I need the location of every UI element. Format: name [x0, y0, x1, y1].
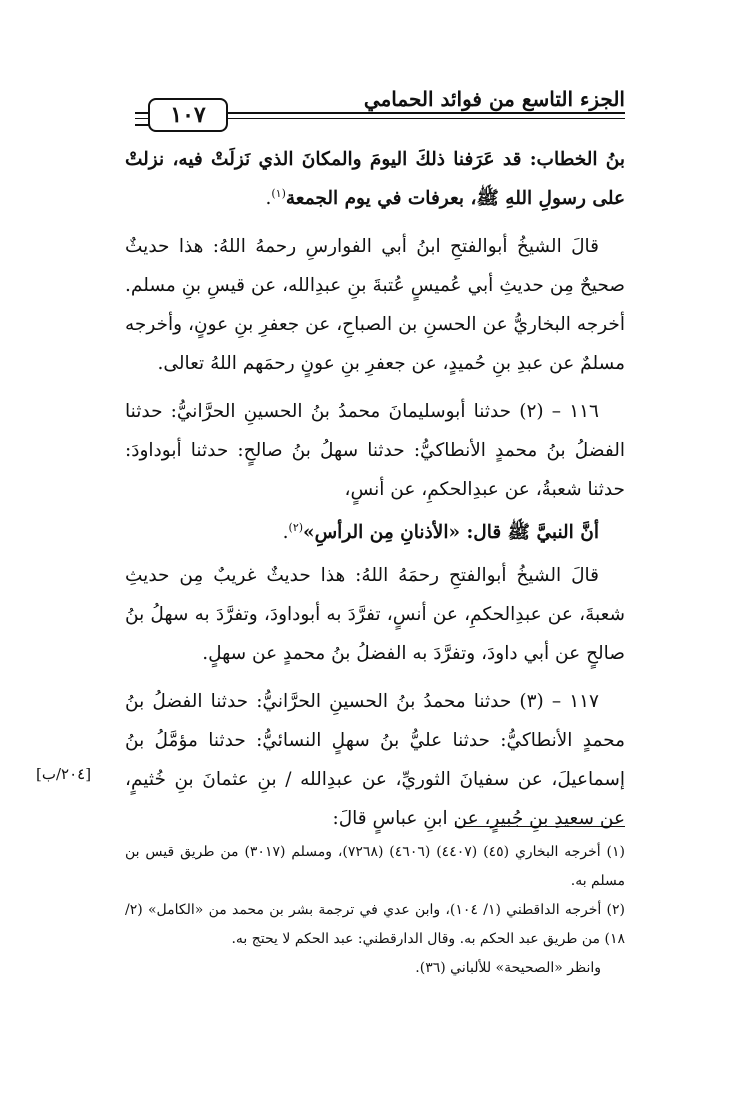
- paragraph-1-end: .: [265, 188, 272, 209]
- paragraph-1-text: بنُ الخطاب: قد عَرَفنا ذلكَ اليومَ والمكانَ الذي نَزلَتْ فيه، نزلتْ على رسولِ اللهِ ﷺ، بعرفات في يوم الجمعة: [125, 149, 625, 209]
- footnote-separator: [455, 826, 625, 827]
- footnote-ref-1[interactable]: (١): [271, 186, 286, 200]
- footnote-2: (٢) أخرجه الداقطني (١/ ١٠٤)، وابن عدي في ترجمة بشر بن محمد من «الكامل» (٢/ ١٨) من طريق عبد الحكم به. وقال الدارقطني: عبد الحكم لا يحتج به.: [125, 902, 626, 947]
- hadith-117-isnad: ١١٧ – (٣) حدثنا محمدُ بنُ الحسينِ الحرَّانيُّ: حدثنا الفضلُ بنُ محمدٍ الأنطاكيُّ: حدثنا عليُّ بنُ سهلٍ النسائيُّ: حدثنا مؤمَّلُ بنُ إسماعيلَ، عن سفيانَ الثوريِّ، عن عبدِالله / بنِ عثمانَ بنِ خُثيمٍ، عن سعيدِ بنِ جُبيرٍ، عن ابنِ عباسٍ قالَ:: [125, 691, 625, 829]
- hadith-116-matn-text: أنَّ النبيَّ ﷺ قال: «الأذنانِ مِن الرأسِ»: [303, 522, 599, 543]
- running-title: الجزء التاسع من فوائد الحمامي: [363, 87, 625, 111]
- hadith-116-isnad: ١١٦ – (٢) حدثنا أبوسليمانَ محمدُ بنُ الحسينِ الحرَّانيُّ: حدثنا الفضلُ بنُ محمدٍ الأنطاكيُّ: حدثنا سهلُ بنُ صالحٍ: حدثنا أبوداودَ: حدثنا شعبةُ، عن عبدِالحكمِ، عن أنسٍ،: [125, 401, 625, 500]
- hadith-116-matn: [125, 513, 625, 552]
- footnote-ref-2[interactable]: (٢): [288, 520, 304, 534]
- manuscript-folio-note: [٢٠٤/ب]: [36, 765, 92, 783]
- paragraph-1: [125, 140, 625, 218]
- main-text: [125, 140, 625, 838]
- footnote-2-continuation: وانظر «الصحيحة» للألباني (٣٦).: [415, 960, 601, 976]
- footnotes: [125, 838, 625, 983]
- hadith-116-matn-end: .: [282, 522, 289, 543]
- page-number: ١٠٧: [148, 98, 228, 132]
- footnote-1: (١) أخرجه البخاري (٤٥) (٤٤٠٧) (٤٦٠٦) (٧٢٦٨)، ومسلم (٣٠١٧) من طريق قيس بن مسلم به.: [125, 844, 626, 889]
- paragraph-2: قالَ الشيخُ أبوالفتحِ ابنُ أبي الفوارسِ رحمهُ اللهُ: هذا حديثٌ صحيحٌ مِن حديثِ أبي عُميسٍ عُتبةَ بنِ عبدِالله، عن قيسِ بنِ مسلم. أخرجه البخاريُّ عن الحسنِ بن الصباحِ، عن جعفرِ بنِ عونٍ، وأخرجه مسلمٌ عن عبدِ بنِ حُميدٍ، عن جعفرِ بنِ عونٍ رحمَهم اللهُ تعالى.: [125, 236, 625, 374]
- paragraph-commentary-116: قالَ الشيخُ أبوالفتحِ رحمَهُ اللهُ: هذا حديثٌ غريبٌ مِن حديثِ شعبةَ، عن عبدِالحكمِ، عن أنسٍ، تفرَّدَ به أبوداودَ، وتفرَّدَ به سهلُ بنُ صالحٍ عن أبي داودَ، وتفرَّدَ به الفضلُ بنُ محمدٍ عن سهلٍ.: [125, 565, 625, 664]
